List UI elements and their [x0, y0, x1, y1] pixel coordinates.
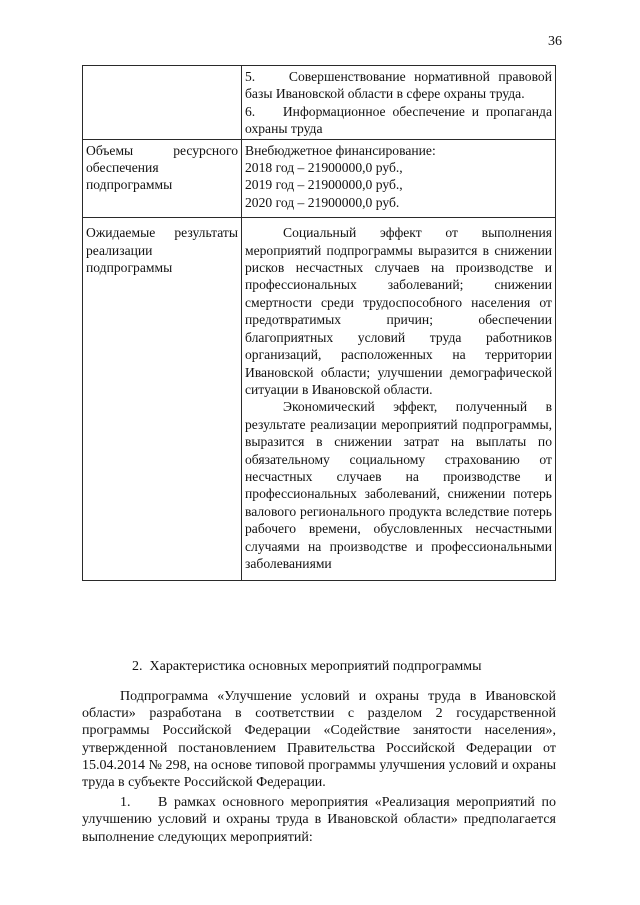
- section-body: [82, 688, 556, 846]
- tasks-label-cell: [83, 66, 242, 140]
- intro-paragraph: Подпрограмма «Улучшение условий и охраны труда в Ивановской области» разработана в соответствии с разделом 2 государственной программы Российской Федерации «Содействие занятости населения», утвержденной постановлением Правительства Российской Федерации от 15.04.2014 № 298, на основе типовой программы улучшения условий и охраны труда в субъекте Российской Федерации.: [82, 689, 556, 791]
- social-effect-paragraph: Социальный эффект от выполнения мероприятий подпрограммы выразится в снижении рисков несчастных случаев на производстве и профессиональных заболеваний; снижении смертности среди трудоспособного населения от предотвратимых причин; обеспечении благоприятных условий труда работников организаций, расположенных на территории Ивановской области; улучшении демографической ситуации в Ивановской области.: [245, 225, 552, 397]
- table-row-results: [83, 218, 556, 581]
- section-heading: 2. Характеристика основных мероприятий подпрограммы: [132, 659, 482, 674]
- table-row-tasks: [83, 66, 556, 140]
- subprogram-passport-table: [82, 65, 556, 581]
- resources-label-cell: Объемы ресурсного обеспечения подпрограммы: [83, 139, 242, 218]
- table-row-resources: [83, 139, 556, 218]
- task-item-6: 6. Информационное обеспечение и пропаганда охраны труда: [245, 103, 552, 137]
- economic-effect-paragraph: Экономический эффект, полученный в результате реализации мероприятий подпрограммы, выразится в снижении затрат на выплаты по обязательному социальному страхованию от несчастных случаев на производстве и профессиональных заболеваний, снижении потерь валового регионального продукта вследствие потерь рабочего времени, обусловленных несчастными случаями на производстве и профессиональными заболеваниями: [245, 399, 552, 571]
- item-1-paragraph: [82, 794, 556, 846]
- funding-2018: 2018 год – 21900000,0 руб.,: [245, 160, 403, 176]
- funding-2019: 2019 год – 21900000,0 руб.,: [245, 177, 403, 193]
- funding-heading: Внебюджетное финансирование:: [245, 142, 436, 158]
- funding-2020: 2020 год – 21900000,0 руб.: [245, 194, 400, 210]
- resources-content-cell: [242, 139, 556, 218]
- item-1-text: В рамках основного мероприятия «Реализация мероприятий по улучшению условий и охраны труда в Ивановской области» предполагается выполнение следующих мероприятий:: [82, 795, 556, 845]
- item-1-number: 1.: [120, 795, 131, 811]
- tasks-content-cell: [242, 66, 556, 140]
- results-content-cell: [242, 218, 556, 581]
- task-item-5: 5. Совершенствование нормативной правовой базы Ивановской области в сфере охраны труда.: [245, 69, 552, 102]
- page-number: 36: [548, 34, 562, 49]
- results-label-cell: Ожидаемые результаты реализации подпрограммы: [83, 218, 242, 581]
